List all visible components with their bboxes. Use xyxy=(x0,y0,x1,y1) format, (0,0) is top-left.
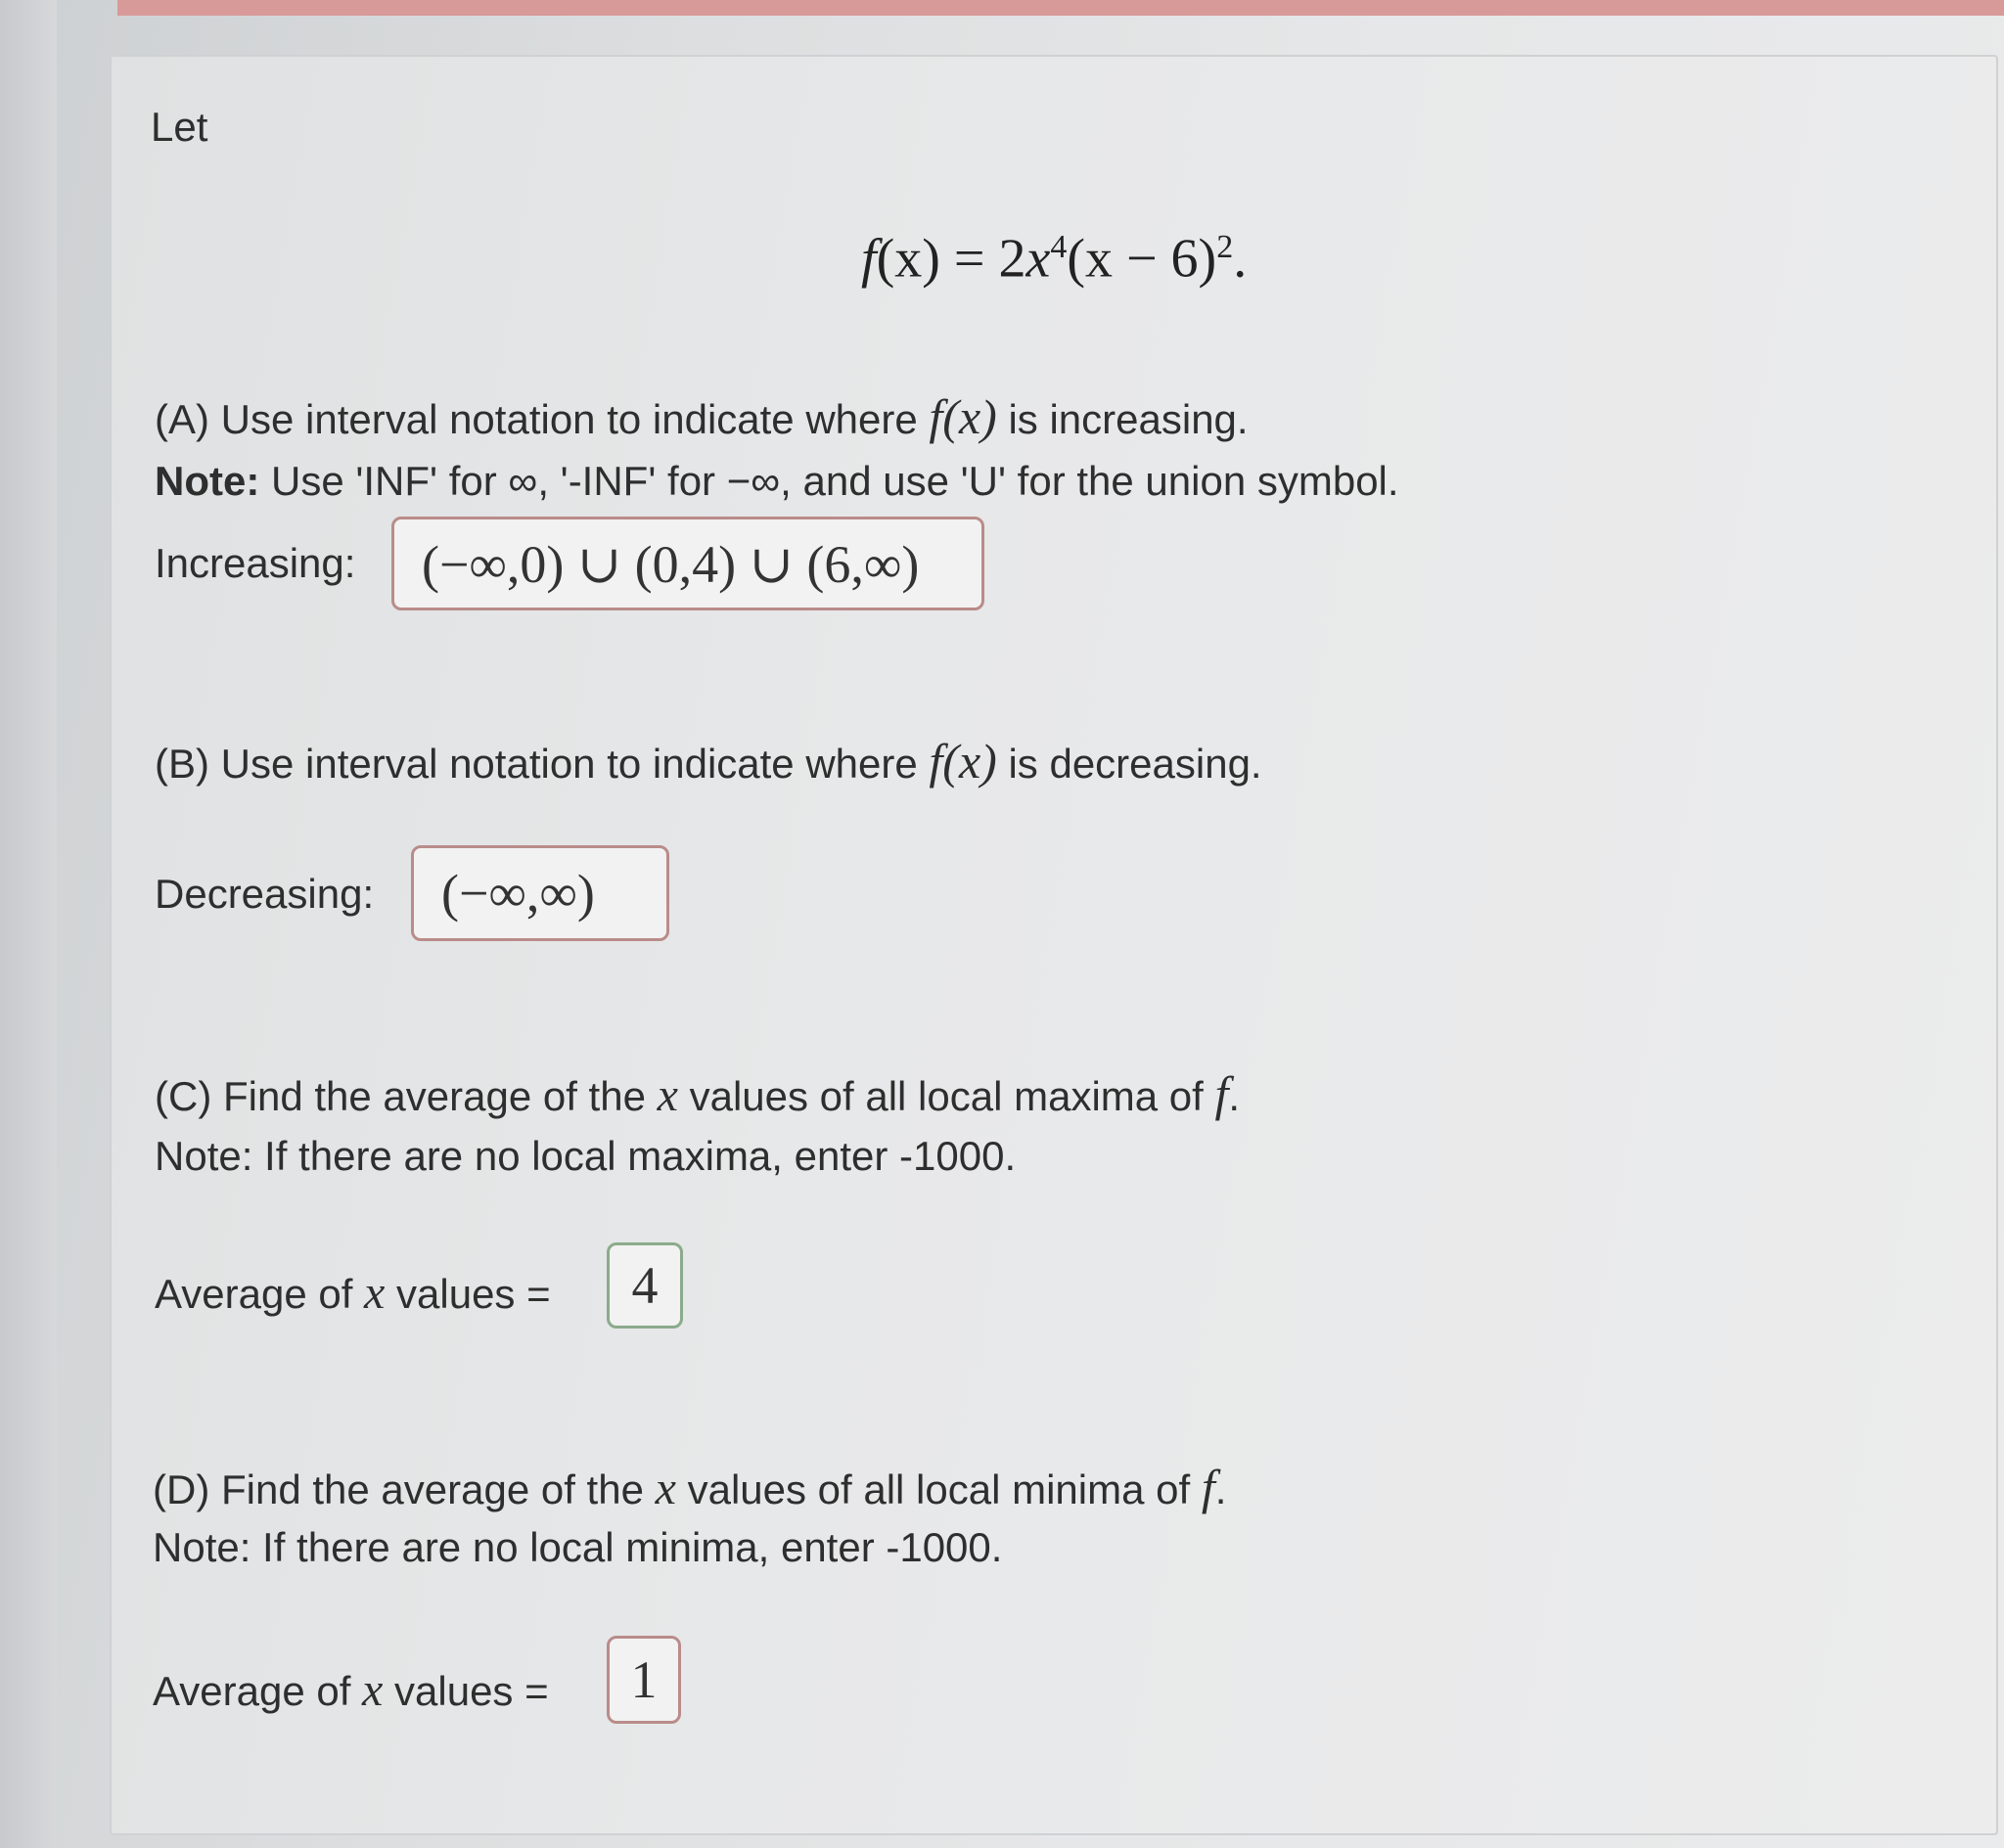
maxima-average-input[interactable]: 4 xyxy=(607,1242,683,1329)
part-d-note: Note: If there are no local minima, enter -1000. xyxy=(153,1524,1003,1570)
part-d-question: (D) Find the average of the x values of all local minima of f. xyxy=(153,1460,1227,1514)
increasing-answer-input[interactable]: (−∞,0) ∪ (0,4) ∪ (6,∞) xyxy=(391,517,984,610)
function-formula: $f(x) = 2x^4(x - 6)^2$. xyxy=(861,228,1248,290)
part-c-question: (C) Find the average of the x values of all local maxima of f. xyxy=(155,1066,1241,1121)
part-c-average-label: Average of x values = xyxy=(155,1267,551,1319)
part-a-note: Note: Use 'INF' for ∞, '-INF' for −∞, and use 'U' for the union symbol. xyxy=(155,458,1399,504)
part-a-question: (A) Use interval notation to indicate where f(x) is increasing. xyxy=(155,389,1249,444)
minima-average-input[interactable]: 1 xyxy=(607,1636,681,1724)
part-d-average-label: Average of x values = xyxy=(153,1664,549,1716)
increasing-label: Increasing: xyxy=(155,540,356,586)
intro-text: Let xyxy=(151,104,208,150)
decreasing-label: Decreasing: xyxy=(155,871,375,917)
part-b-question: (B) Use interval notation to indicate where f(x) is decreasing. xyxy=(155,734,1262,789)
left-edge xyxy=(0,0,57,1848)
top-accent-bar xyxy=(117,0,2004,16)
decreasing-answer-input[interactable]: (−∞,∞) xyxy=(411,845,669,941)
part-c-note: Note: If there are no local maxima, enter -1000. xyxy=(155,1133,1017,1179)
